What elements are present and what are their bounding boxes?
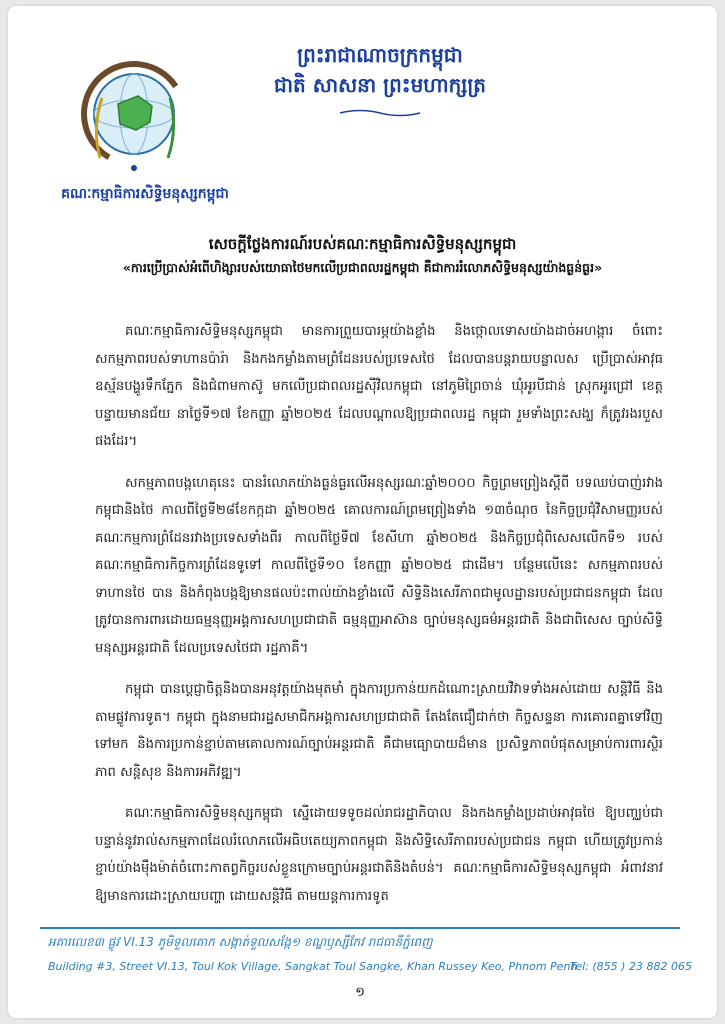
paragraph-3: កម្ពុជា បានប្តេជ្ញាចិត្តនិងបានអនុវត្តយ៉ាងមុតមាំ ក្នុងការប្រកាន់យកដំណោះស្រាយវិវាទទាំងអស់ដោយ សន្តិវិធី និងតាមផ្លូវការទូត។ កម្ពុជា ក្នុងនាមជារដ្ឋសមាជិកអង្គការសហប្រជាជាតិ តែងតែជឿជាក់ថា កិច្ចសន្ទនា ការគោរពគ្នាទៅវិញទៅមក និងការប្រកាន់ខ្ជាប់តាមគោលការណ៍ច្បាប់អន្តរជាតិ គឺជាមធ្យោបាយដ៏មាន ប្រសិទ្ធភាពបំផុតសម្រាប់ការពារស្ថិរភាព សន្តិសុខ និងការអភិវឌ្ឍ។ — [95, 682, 663, 780]
kingdom-line-2: ជាតិ សាសនា ព្រះមហាក្សត្រ — [274, 73, 486, 97]
footer-address-english: Building #3, Street VI.13, Toul Kok Village, Sangkat Toul Sangke, Khan Russey Keo, Phnom Penh — [48, 960, 578, 973]
globe-cambodia-map-laurel-logo — [80, 58, 188, 176]
footer-address-khmer: អគារលេខ៣ ផ្លូវ VI.13 ភូមិទួលគោក សង្កាត់ទួលសង្កែ១ ខណ្ឌឫស្សីកែវ រាជធានីភ្នំពេញ — [48, 935, 433, 949]
paragraph-2: សកម្មភាពបង្កហេតុនេះ បានរំលោភយ៉ាងធ្ងន់ធ្ងរលើអនុស្សរណៈឆ្នាំ២០០០ កិច្ចព្រមព្រៀងស្តីពី បទឈប់បាញ់រវាងកម្ពុជានិងថៃ កាលពីថ្ងៃទី២៨ខែកក្កដា ឆ្នាំ២០២៥ គោលការណ៍ព្រមព្រៀងទាំង ១៣ចំណុច នៃកិច្ចប្រជុំវិសាមញ្ញរបស់គណៈកម្មការព្រំដែនរវាងប្រទេសទាំងពីរ កាលពីថ្ងៃទី៧ ខែសីហា ឆ្នាំ២០២៥ និងកិច្ចប្រជុំពិសេសលើកទី១ របស់គណៈកម្មាធិការកិច្ចការព្រំដែនទូទៅ កាលពីថ្ងៃទី១០ ខែកញ្ញា ឆ្នាំ២០២៥ ជាដើម។ បន្ថែមលើនេះ សកម្មភាពរបស់ទាហានថៃ បាន និងកំពុងបង្កឱ្យមានផលប៉ះពាល់យ៉ាងខ្លាំងលើ សិទ្ធិនិងសេរីភាពជាមូលដ្ឋានរបស់ប្រជាជនកម្ពុជា ដែលត្រូវបានការពារដោយធម្មនុញ្ញអង្គការសហប្រជាជាតិ ធម្មនុញ្ញអាស៊ាន ច្បាប់មនុស្សធម៌អន្តរជាតិ និងជាពិសេស ច្បាប់សិទ្ធិមនុស្សអន្តរជាតិ ដែលប្រទេសថៃជា រដ្ឋភាគី។ — [95, 475, 663, 656]
footer-telephone: Tel: (855 ) 23 882 065 — [570, 960, 692, 973]
kingdom-line-1: ព្រះរាជាណាចក្រកម្ពុជា — [297, 43, 463, 67]
kingdom-motto — [250, 40, 510, 100]
organization-name: គណៈកម្មាធិការសិទ្ធិមនុស្សកម្ពុជា — [61, 186, 229, 202]
statement-title: សេចក្តីថ្លែងការណ៍របស់គណៈកម្មាធិការសិទ្ធិមនុស្សកម្ពុជា — [208, 235, 517, 253]
paragraph-1: គណៈកម្មាធិការសិទ្ធិមនុស្សកម្ពុជា មានការព្រួយបារម្ភយ៉ាងខ្លាំង និងថ្កោលទោសយ៉ាងដាច់អហង្ការ ចំពោះសកម្មភាពរបស់ទាហានប៉ារ៉ា និងកងកម្លាំងតាមព្រំដែនរបស់ប្រទេសថៃ ដែលបានបន្តរាយបន្លាលស ប្រើប្រាស់អាវុធ ឧស្ម័នបង្ហូរទឹកភ្នែក និងជំពាមកាស៊ូ មកលើប្រជាពលរដ្ឋស៊ីវិលកម្ពុជា នៅភូមិព្រៃចាន់ ឃុំអូរបីជាន់ ស្រុកអូរជ្រៅ ខេត្តបន្ទាយមានជ័យ នាថ្ងៃទី១៧ ខែកញ្ញា ឆ្នាំ២០២៥ ដែលបណ្តាលឱ្យប្រជាពលរដ្ឋ កម្ពុជា រួមទាំងព្រះសង្ឃ ក៏ត្រូវរងរបួសផងដែរ។ — [95, 324, 663, 449]
statement-body — [95, 318, 663, 918]
footer-divider — [40, 927, 680, 929]
paragraph-4: គណៈកម្មាធិការសិទ្ធិមនុស្សកម្ពុជា ស្នើដោយទទូចដល់រាជរដ្ឋាភិបាល និងកងកម្លាំងប្រដាប់អាវុធថៃ ឱ្យបញ្ឈប់ជាបន្ទាន់នូវរាល់សកម្មភាពដែលរំលោភលើអធិបតេយ្យភាពកម្ពុជា និងសិទ្ធិសេរីភាពរបស់ប្រជាជន កម្ពុជា ហើយត្រូវប្រកាន់ខ្ជាប់យ៉ាងម៉ឺងម៉ាត់ចំពោះកាតព្វកិច្ចរបស់ខ្លួនក្រោមច្បាប់អន្តរជាតិនិងតំបន់។ គណៈកម្មាធិការសិទ្ធិមនុស្សកម្ពុជា អំពាវនាវឱ្យមានការដោះស្រាយបញ្ហា ដោយសន្តិវិធី តាមយន្តការការទូត — [95, 806, 663, 904]
page-number: ១ — [355, 985, 365, 1000]
statement-subtitle: «ការប្រើប្រាស់អំពើហិង្សារបស់យោធាថៃមកលើប្រជាពលរដ្ឋកម្ពុជា គឺជាការរំលោភសិទ្ធិមនុស្សយ៉ាងធ្ងន់ធ្ងរ» — [122, 260, 603, 275]
ornament-divider — [340, 108, 420, 118]
